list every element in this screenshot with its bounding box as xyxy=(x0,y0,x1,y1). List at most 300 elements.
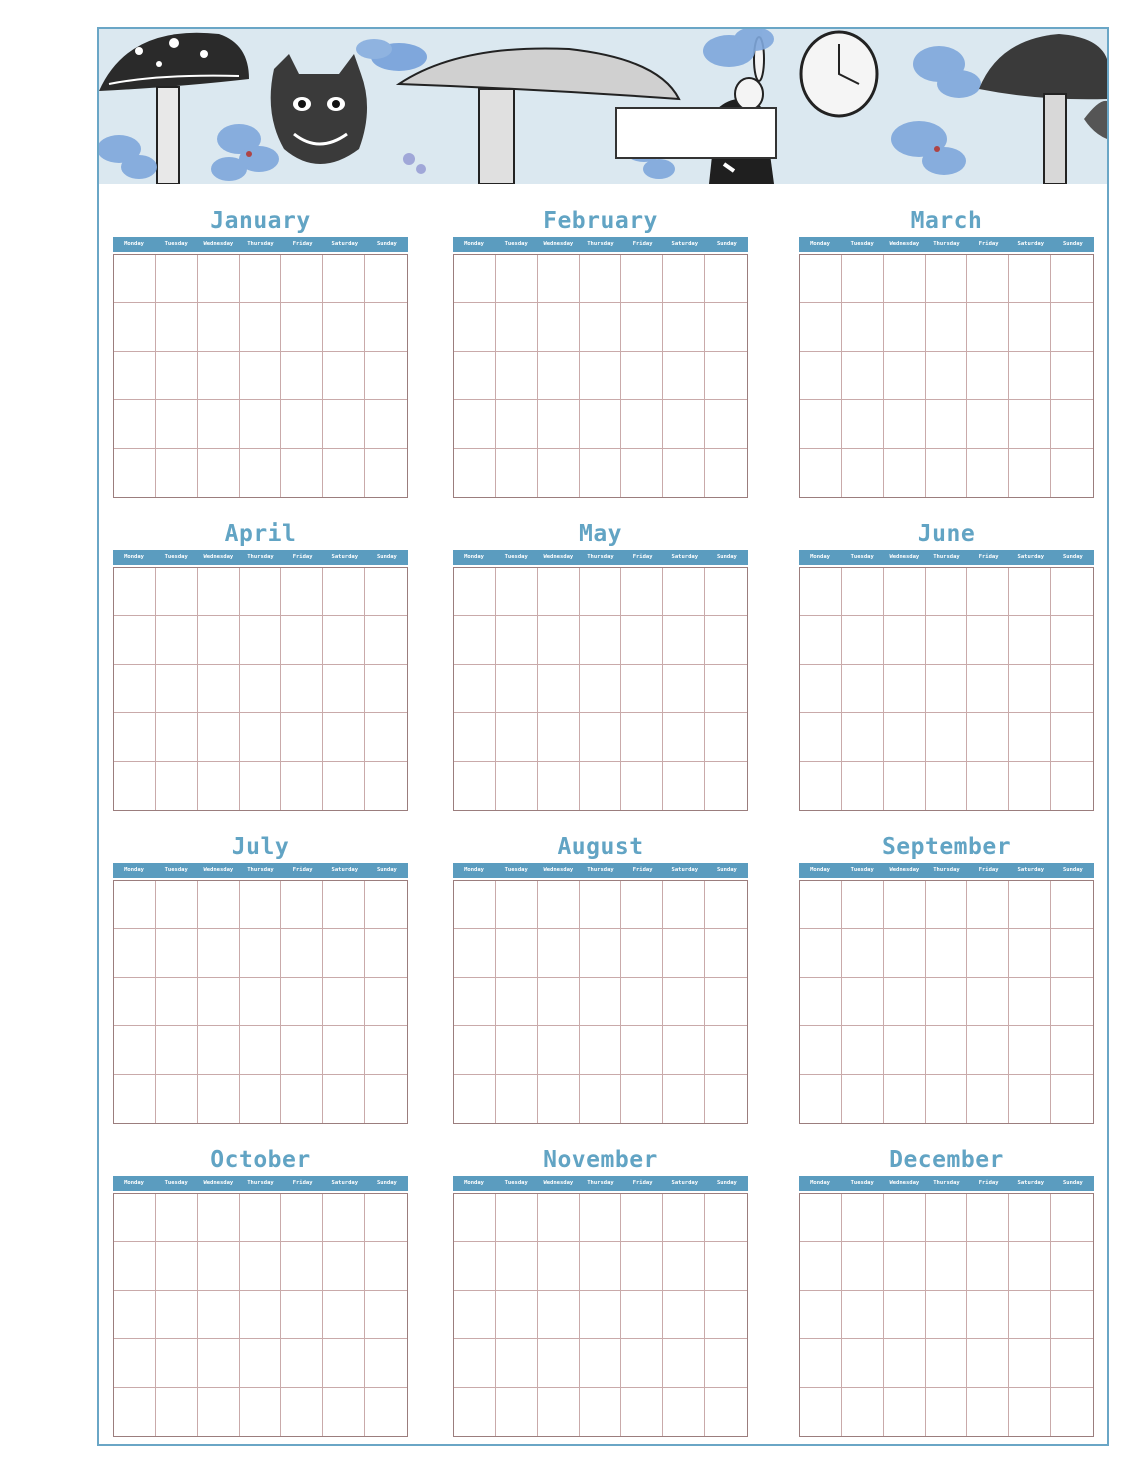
day-cell[interactable] xyxy=(240,929,282,977)
day-cell[interactable] xyxy=(800,400,842,448)
day-cell[interactable] xyxy=(621,616,663,664)
day-cell[interactable] xyxy=(156,1242,198,1290)
day-cell[interactable] xyxy=(621,762,663,810)
day-cell[interactable] xyxy=(323,255,365,303)
day-cell[interactable] xyxy=(884,616,926,664)
day-cell[interactable] xyxy=(156,1075,198,1123)
day-cell[interactable] xyxy=(156,978,198,1026)
day-cell[interactable] xyxy=(800,255,842,303)
day-cell[interactable] xyxy=(705,1291,747,1339)
day-cell[interactable] xyxy=(323,1075,365,1123)
day-cell[interactable] xyxy=(967,303,1009,351)
day-cell[interactable] xyxy=(842,1291,884,1339)
day-cell[interactable] xyxy=(281,1388,323,1436)
day-cell[interactable] xyxy=(240,1075,282,1123)
day-cell[interactable] xyxy=(1051,1242,1093,1290)
day-cell[interactable] xyxy=(496,1291,538,1339)
day-cell[interactable] xyxy=(114,255,156,303)
day-cell[interactable] xyxy=(365,1242,407,1290)
day-cell[interactable] xyxy=(1051,449,1093,497)
day-cell[interactable] xyxy=(240,978,282,1026)
day-cell[interactable] xyxy=(538,1388,580,1436)
day-cell[interactable] xyxy=(538,1075,580,1123)
day-cell[interactable] xyxy=(281,713,323,761)
day-cell[interactable] xyxy=(454,1194,496,1242)
day-cell[interactable] xyxy=(156,568,198,616)
day-cell[interactable] xyxy=(281,1075,323,1123)
day-cell[interactable] xyxy=(114,881,156,929)
day-cell[interactable] xyxy=(884,929,926,977)
day-cell[interactable] xyxy=(621,568,663,616)
day-cell[interactable] xyxy=(198,1026,240,1074)
day-cell[interactable] xyxy=(538,762,580,810)
day-cell[interactable] xyxy=(538,449,580,497)
day-cell[interactable] xyxy=(496,1388,538,1436)
day-cell[interactable] xyxy=(580,255,622,303)
day-cell[interactable] xyxy=(323,1194,365,1242)
day-cell[interactable] xyxy=(538,303,580,351)
day-cell[interactable] xyxy=(538,568,580,616)
day-cell[interactable] xyxy=(967,1388,1009,1436)
day-cell[interactable] xyxy=(114,352,156,400)
day-cell[interactable] xyxy=(800,881,842,929)
day-cell[interactable] xyxy=(281,762,323,810)
day-cell[interactable] xyxy=(281,665,323,713)
day-cell[interactable] xyxy=(580,1194,622,1242)
day-cell[interactable] xyxy=(114,1194,156,1242)
day-cell[interactable] xyxy=(926,352,968,400)
day-cell[interactable] xyxy=(663,1026,705,1074)
day-cell[interactable] xyxy=(1051,665,1093,713)
day-cell[interactable] xyxy=(1009,1339,1051,1387)
day-cell[interactable] xyxy=(281,1291,323,1339)
day-cell[interactable] xyxy=(496,665,538,713)
day-cell[interactable] xyxy=(156,1339,198,1387)
day-cell[interactable] xyxy=(663,881,705,929)
day-cell[interactable] xyxy=(365,255,407,303)
day-cell[interactable] xyxy=(663,929,705,977)
day-cell[interactable] xyxy=(198,881,240,929)
day-cell[interactable] xyxy=(663,713,705,761)
day-cell[interactable] xyxy=(926,400,968,448)
day-cell[interactable] xyxy=(967,713,1009,761)
day-cell[interactable] xyxy=(114,568,156,616)
day-cell[interactable] xyxy=(198,978,240,1026)
day-cell[interactable] xyxy=(842,1339,884,1387)
day-cell[interactable] xyxy=(663,1339,705,1387)
day-cell[interactable] xyxy=(580,352,622,400)
day-cell[interactable] xyxy=(842,1242,884,1290)
day-cell[interactable] xyxy=(580,1291,622,1339)
day-cell[interactable] xyxy=(842,400,884,448)
day-cell[interactable] xyxy=(1051,881,1093,929)
day-cell[interactable] xyxy=(1051,400,1093,448)
day-cell[interactable] xyxy=(323,1026,365,1074)
day-cell[interactable] xyxy=(454,255,496,303)
day-cell[interactable] xyxy=(281,1339,323,1387)
day-cell[interactable] xyxy=(926,665,968,713)
day-cell[interactable] xyxy=(842,1075,884,1123)
day-cell[interactable] xyxy=(842,929,884,977)
day-cell[interactable] xyxy=(800,568,842,616)
day-cell[interactable] xyxy=(114,1242,156,1290)
day-cell[interactable] xyxy=(114,303,156,351)
day-cell[interactable] xyxy=(323,978,365,1026)
day-cell[interactable] xyxy=(842,762,884,810)
day-cell[interactable] xyxy=(1051,1339,1093,1387)
day-cell[interactable] xyxy=(663,449,705,497)
day-cell[interactable] xyxy=(365,665,407,713)
day-cell[interactable] xyxy=(580,449,622,497)
day-cell[interactable] xyxy=(198,616,240,664)
day-cell[interactable] xyxy=(800,616,842,664)
day-cell[interactable] xyxy=(1009,713,1051,761)
day-cell[interactable] xyxy=(800,1075,842,1123)
day-cell[interactable] xyxy=(842,568,884,616)
day-cell[interactable] xyxy=(454,1291,496,1339)
day-cell[interactable] xyxy=(580,762,622,810)
day-cell[interactable] xyxy=(1051,978,1093,1026)
day-cell[interactable] xyxy=(1051,1026,1093,1074)
day-cell[interactable] xyxy=(580,978,622,1026)
day-cell[interactable] xyxy=(967,1291,1009,1339)
day-cell[interactable] xyxy=(323,665,365,713)
day-cell[interactable] xyxy=(538,1339,580,1387)
day-cell[interactable] xyxy=(198,1075,240,1123)
day-cell[interactable] xyxy=(663,255,705,303)
day-cell[interactable] xyxy=(884,881,926,929)
day-cell[interactable] xyxy=(842,303,884,351)
day-cell[interactable] xyxy=(198,449,240,497)
day-cell[interactable] xyxy=(156,303,198,351)
day-cell[interactable] xyxy=(240,400,282,448)
day-cell[interactable] xyxy=(800,1242,842,1290)
day-cell[interactable] xyxy=(323,568,365,616)
day-cell[interactable] xyxy=(1009,1194,1051,1242)
day-cell[interactable] xyxy=(580,1075,622,1123)
day-cell[interactable] xyxy=(198,1291,240,1339)
day-cell[interactable] xyxy=(538,929,580,977)
day-cell[interactable] xyxy=(240,255,282,303)
day-cell[interactable] xyxy=(663,665,705,713)
day-cell[interactable] xyxy=(365,1291,407,1339)
day-cell[interactable] xyxy=(800,1388,842,1436)
day-cell[interactable] xyxy=(538,352,580,400)
day-cell[interactable] xyxy=(323,303,365,351)
day-cell[interactable] xyxy=(240,1339,282,1387)
day-cell[interactable] xyxy=(884,665,926,713)
day-cell[interactable] xyxy=(621,881,663,929)
day-cell[interactable] xyxy=(198,352,240,400)
day-cell[interactable] xyxy=(580,1242,622,1290)
day-cell[interactable] xyxy=(1051,568,1093,616)
day-cell[interactable] xyxy=(365,449,407,497)
day-cell[interactable] xyxy=(240,568,282,616)
day-cell[interactable] xyxy=(926,1194,968,1242)
day-cell[interactable] xyxy=(967,762,1009,810)
day-cell[interactable] xyxy=(281,1026,323,1074)
day-cell[interactable] xyxy=(1009,1242,1051,1290)
day-cell[interactable] xyxy=(156,881,198,929)
day-cell[interactable] xyxy=(663,400,705,448)
day-cell[interactable] xyxy=(580,400,622,448)
day-cell[interactable] xyxy=(538,1242,580,1290)
day-cell[interactable] xyxy=(323,1339,365,1387)
day-cell[interactable] xyxy=(663,762,705,810)
day-cell[interactable] xyxy=(454,1388,496,1436)
day-cell[interactable] xyxy=(496,713,538,761)
day-cell[interactable] xyxy=(240,665,282,713)
day-cell[interactable] xyxy=(1009,303,1051,351)
day-cell[interactable] xyxy=(842,1194,884,1242)
day-cell[interactable] xyxy=(281,303,323,351)
day-cell[interactable] xyxy=(842,255,884,303)
day-cell[interactable] xyxy=(114,762,156,810)
day-cell[interactable] xyxy=(621,713,663,761)
day-cell[interactable] xyxy=(240,762,282,810)
day-cell[interactable] xyxy=(156,1388,198,1436)
day-cell[interactable] xyxy=(705,1026,747,1074)
day-cell[interactable] xyxy=(198,665,240,713)
day-cell[interactable] xyxy=(454,303,496,351)
day-cell[interactable] xyxy=(198,255,240,303)
day-cell[interactable] xyxy=(323,713,365,761)
day-cell[interactable] xyxy=(114,1291,156,1339)
day-cell[interactable] xyxy=(926,1339,968,1387)
day-cell[interactable] xyxy=(842,352,884,400)
day-cell[interactable] xyxy=(496,978,538,1026)
day-cell[interactable] xyxy=(580,665,622,713)
day-cell[interactable] xyxy=(800,665,842,713)
day-cell[interactable] xyxy=(800,762,842,810)
day-cell[interactable] xyxy=(454,1242,496,1290)
banner-title-box[interactable] xyxy=(615,107,777,159)
day-cell[interactable] xyxy=(281,449,323,497)
day-cell[interactable] xyxy=(663,978,705,1026)
day-cell[interactable] xyxy=(705,303,747,351)
day-cell[interactable] xyxy=(365,1026,407,1074)
day-cell[interactable] xyxy=(800,1026,842,1074)
day-cell[interactable] xyxy=(323,352,365,400)
day-cell[interactable] xyxy=(198,1194,240,1242)
day-cell[interactable] xyxy=(621,929,663,977)
day-cell[interactable] xyxy=(365,881,407,929)
day-cell[interactable] xyxy=(967,665,1009,713)
day-cell[interactable] xyxy=(926,1388,968,1436)
day-cell[interactable] xyxy=(538,1194,580,1242)
day-cell[interactable] xyxy=(842,881,884,929)
day-cell[interactable] xyxy=(454,665,496,713)
day-cell[interactable] xyxy=(156,665,198,713)
day-cell[interactable] xyxy=(281,929,323,977)
day-cell[interactable] xyxy=(156,762,198,810)
day-cell[interactable] xyxy=(454,881,496,929)
day-cell[interactable] xyxy=(454,449,496,497)
day-cell[interactable] xyxy=(926,1075,968,1123)
day-cell[interactable] xyxy=(454,568,496,616)
day-cell[interactable] xyxy=(454,1339,496,1387)
day-cell[interactable] xyxy=(496,1194,538,1242)
day-cell[interactable] xyxy=(621,449,663,497)
day-cell[interactable] xyxy=(538,978,580,1026)
day-cell[interactable] xyxy=(884,978,926,1026)
day-cell[interactable] xyxy=(926,616,968,664)
day-cell[interactable] xyxy=(800,1194,842,1242)
day-cell[interactable] xyxy=(114,449,156,497)
day-cell[interactable] xyxy=(663,1388,705,1436)
day-cell[interactable] xyxy=(1009,881,1051,929)
day-cell[interactable] xyxy=(842,449,884,497)
day-cell[interactable] xyxy=(496,1026,538,1074)
day-cell[interactable] xyxy=(1009,1075,1051,1123)
day-cell[interactable] xyxy=(1009,400,1051,448)
day-cell[interactable] xyxy=(621,665,663,713)
day-cell[interactable] xyxy=(496,1242,538,1290)
day-cell[interactable] xyxy=(538,1026,580,1074)
day-cell[interactable] xyxy=(663,1075,705,1123)
day-cell[interactable] xyxy=(198,713,240,761)
day-cell[interactable] xyxy=(496,352,538,400)
day-cell[interactable] xyxy=(663,616,705,664)
day-cell[interactable] xyxy=(323,1242,365,1290)
day-cell[interactable] xyxy=(240,1388,282,1436)
day-cell[interactable] xyxy=(884,1291,926,1339)
day-cell[interactable] xyxy=(496,400,538,448)
day-cell[interactable] xyxy=(156,616,198,664)
day-cell[interactable] xyxy=(496,568,538,616)
day-cell[interactable] xyxy=(1009,449,1051,497)
day-cell[interactable] xyxy=(926,881,968,929)
day-cell[interactable] xyxy=(705,616,747,664)
day-cell[interactable] xyxy=(156,352,198,400)
day-cell[interactable] xyxy=(538,713,580,761)
day-cell[interactable] xyxy=(365,1075,407,1123)
day-cell[interactable] xyxy=(884,1242,926,1290)
day-cell[interactable] xyxy=(926,1291,968,1339)
day-cell[interactable] xyxy=(156,400,198,448)
day-cell[interactable] xyxy=(705,1194,747,1242)
day-cell[interactable] xyxy=(926,762,968,810)
day-cell[interactable] xyxy=(538,881,580,929)
day-cell[interactable] xyxy=(705,929,747,977)
day-cell[interactable] xyxy=(496,929,538,977)
day-cell[interactable] xyxy=(156,1026,198,1074)
day-cell[interactable] xyxy=(967,978,1009,1026)
day-cell[interactable] xyxy=(705,762,747,810)
day-cell[interactable] xyxy=(454,1075,496,1123)
day-cell[interactable] xyxy=(967,1242,1009,1290)
day-cell[interactable] xyxy=(621,1242,663,1290)
day-cell[interactable] xyxy=(1051,1388,1093,1436)
day-cell[interactable] xyxy=(705,1075,747,1123)
day-cell[interactable] xyxy=(884,449,926,497)
day-cell[interactable] xyxy=(967,1075,1009,1123)
day-cell[interactable] xyxy=(365,616,407,664)
day-cell[interactable] xyxy=(1051,255,1093,303)
day-cell[interactable] xyxy=(1009,616,1051,664)
day-cell[interactable] xyxy=(198,1388,240,1436)
day-cell[interactable] xyxy=(1051,1194,1093,1242)
day-cell[interactable] xyxy=(663,1194,705,1242)
day-cell[interactable] xyxy=(967,616,1009,664)
day-cell[interactable] xyxy=(926,978,968,1026)
day-cell[interactable] xyxy=(926,449,968,497)
day-cell[interactable] xyxy=(114,929,156,977)
day-cell[interactable] xyxy=(496,881,538,929)
day-cell[interactable] xyxy=(198,400,240,448)
day-cell[interactable] xyxy=(365,713,407,761)
day-cell[interactable] xyxy=(967,352,1009,400)
day-cell[interactable] xyxy=(114,665,156,713)
day-cell[interactable] xyxy=(884,352,926,400)
day-cell[interactable] xyxy=(705,713,747,761)
day-cell[interactable] xyxy=(114,978,156,1026)
day-cell[interactable] xyxy=(240,449,282,497)
day-cell[interactable] xyxy=(800,929,842,977)
day-cell[interactable] xyxy=(365,400,407,448)
day-cell[interactable] xyxy=(621,1339,663,1387)
day-cell[interactable] xyxy=(705,255,747,303)
day-cell[interactable] xyxy=(454,713,496,761)
day-cell[interactable] xyxy=(240,616,282,664)
day-cell[interactable] xyxy=(156,929,198,977)
day-cell[interactable] xyxy=(663,352,705,400)
day-cell[interactable] xyxy=(842,1388,884,1436)
day-cell[interactable] xyxy=(114,616,156,664)
day-cell[interactable] xyxy=(884,1075,926,1123)
day-cell[interactable] xyxy=(884,762,926,810)
day-cell[interactable] xyxy=(705,978,747,1026)
day-cell[interactable] xyxy=(240,1242,282,1290)
day-cell[interactable] xyxy=(800,303,842,351)
day-cell[interactable] xyxy=(663,1242,705,1290)
day-cell[interactable] xyxy=(454,616,496,664)
day-cell[interactable] xyxy=(496,255,538,303)
day-cell[interactable] xyxy=(1009,929,1051,977)
day-cell[interactable] xyxy=(967,400,1009,448)
day-cell[interactable] xyxy=(621,352,663,400)
day-cell[interactable] xyxy=(365,303,407,351)
day-cell[interactable] xyxy=(365,1339,407,1387)
day-cell[interactable] xyxy=(365,568,407,616)
day-cell[interactable] xyxy=(580,568,622,616)
day-cell[interactable] xyxy=(884,1388,926,1436)
day-cell[interactable] xyxy=(1051,762,1093,810)
day-cell[interactable] xyxy=(1051,713,1093,761)
day-cell[interactable] xyxy=(884,1026,926,1074)
day-cell[interactable] xyxy=(800,978,842,1026)
day-cell[interactable] xyxy=(621,303,663,351)
day-cell[interactable] xyxy=(323,449,365,497)
day-cell[interactable] xyxy=(496,1339,538,1387)
day-cell[interactable] xyxy=(967,255,1009,303)
day-cell[interactable] xyxy=(365,352,407,400)
day-cell[interactable] xyxy=(323,400,365,448)
day-cell[interactable] xyxy=(281,255,323,303)
day-cell[interactable] xyxy=(365,1388,407,1436)
day-cell[interactable] xyxy=(926,713,968,761)
day-cell[interactable] xyxy=(323,929,365,977)
day-cell[interactable] xyxy=(663,303,705,351)
day-cell[interactable] xyxy=(800,713,842,761)
day-cell[interactable] xyxy=(240,1026,282,1074)
day-cell[interactable] xyxy=(705,1242,747,1290)
day-cell[interactable] xyxy=(454,762,496,810)
day-cell[interactable] xyxy=(621,1388,663,1436)
day-cell[interactable] xyxy=(240,881,282,929)
day-cell[interactable] xyxy=(198,303,240,351)
day-cell[interactable] xyxy=(156,255,198,303)
